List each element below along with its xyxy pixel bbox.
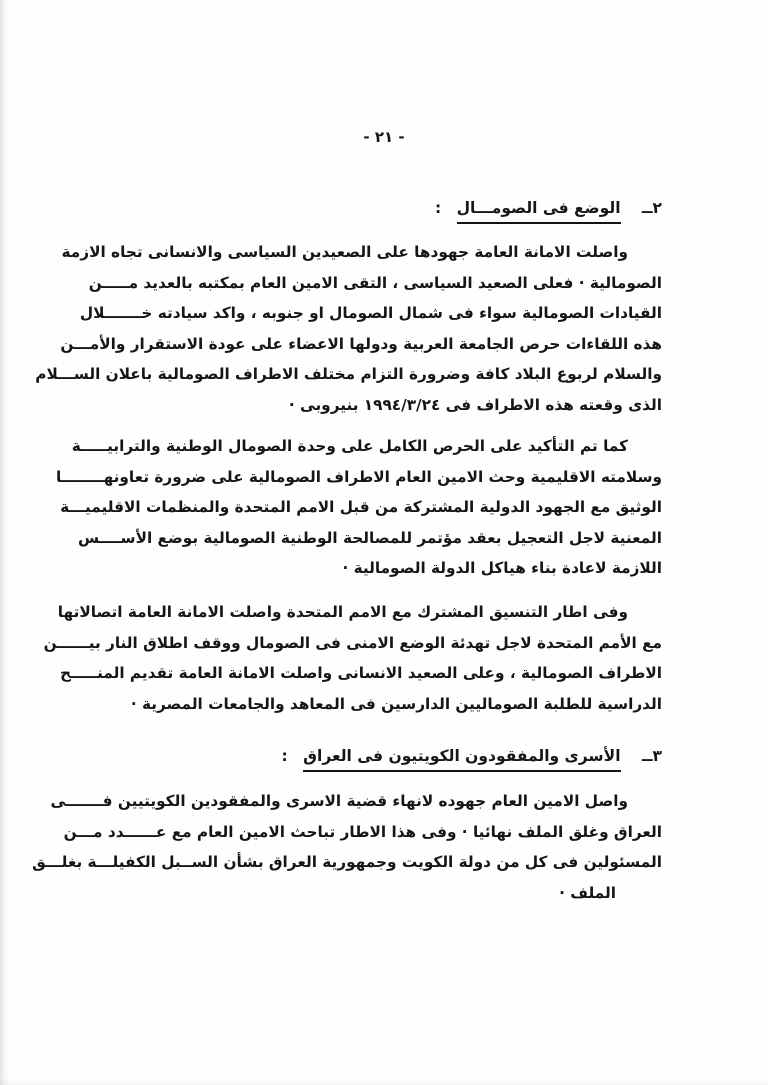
section-number: ٢ــ (641, 199, 662, 217)
text-line: وفى اطار التنسيق المشترك مع الامم المتحدة واصلت الامانة العامة اتصالاتها (57, 603, 628, 621)
text-line: مع الأمم المتحدة لاجل تهدئة الوضع الامنى فى الصومال ووقف اطلاق النار بيــــــن (43, 633, 662, 652)
section-title-colon: : (281, 747, 288, 765)
text-line: الصومالية · فعلى الصعيد السياسى ، التقى الامين العام بمكتبه بالعديد مـــــن (88, 273, 662, 292)
paragraph (56, 431, 662, 584)
text-line: واصلت الامانة العامة جهودها على الصعيدين السياسى والانسانى تجاه الازمة (61, 243, 628, 261)
paragraph (32, 786, 662, 908)
text-line: المسئولين فى كل من دولة الكويت وجمهورية العراق بشأن الســبل الكفيلـــة بغلـــق (32, 853, 662, 871)
text-line: وسلامته الاقليمية وحث الامين العام الاطراف الصومالية على ضرورة تعاونهــــــــا (56, 467, 662, 486)
text-line: واصل الامين العام جهوده لانهاء قضية الاسرى والمفقودين الكويتيين فـــــــى (50, 792, 628, 810)
section-title: الأسرى والمفقودون الكويتيون فى العراق (303, 747, 620, 772)
text-line: كما تم التأكيد على الحرص الكامل على وحدة الصومال الوطنية والترابيـــــة (71, 437, 628, 455)
section-number: ٣ــ (641, 747, 662, 765)
text-line: الاطراف الصومالية ، وعلى الصعيد الانسانى واصلت الامانة العامة تقديم المنـــــح (59, 664, 662, 682)
page-number: - ٢١ - (363, 128, 405, 146)
text-line: المعنية لاجل التعجيل بعقد مؤتمر للمصالحة الوطنية الصومالية بوضع الأســــس (78, 528, 662, 547)
text-line: اللازمة لاعادة بناء هياكل الدولة الصومالية · (342, 559, 662, 577)
section-title-colon: : (434, 199, 442, 217)
section-title: الوضع فى الصومـــال (457, 199, 621, 224)
text-line: الملف · (559, 883, 616, 902)
text-line: هذه اللقاءات حرص الجامعة العربية ودولها الاعضاء على عودة الاستقرار والأمـــن (60, 334, 662, 353)
text-line: الوثيق مع الجهود الدولية المشتركة من قبل الامم المتحدة والمنظمات الاقليميـــة (60, 498, 662, 516)
section-heading-somalia (435, 199, 662, 217)
text-line: الذى وقعته هذه الاطراف فى ١٩٩٤/٣/٢٤ بنيروبى · (288, 395, 662, 414)
paragraph (43, 597, 662, 719)
text-line: العراق وغلق الملف نهائيا · وفى هذا الاطار تباحث الامين العام مع عــــــدد مـــن (63, 822, 662, 841)
text-line: الدراسية للطلبة الصوماليين الدارسين فى المعاهد والجامعات المصرية · (130, 694, 662, 713)
paragraph (35, 237, 662, 420)
text-line: والسلام لربوع البلاد كافة وضرورة التزام مختلف الاطراف الصومالية باعلان الســـلام (35, 365, 662, 383)
text-line: القيادات الصومالية سواء فى شمال الصومال او جنوبه ، واكد سيادته خـــــــلال (79, 304, 662, 322)
section-heading-kuwaiti-pows (282, 747, 662, 765)
